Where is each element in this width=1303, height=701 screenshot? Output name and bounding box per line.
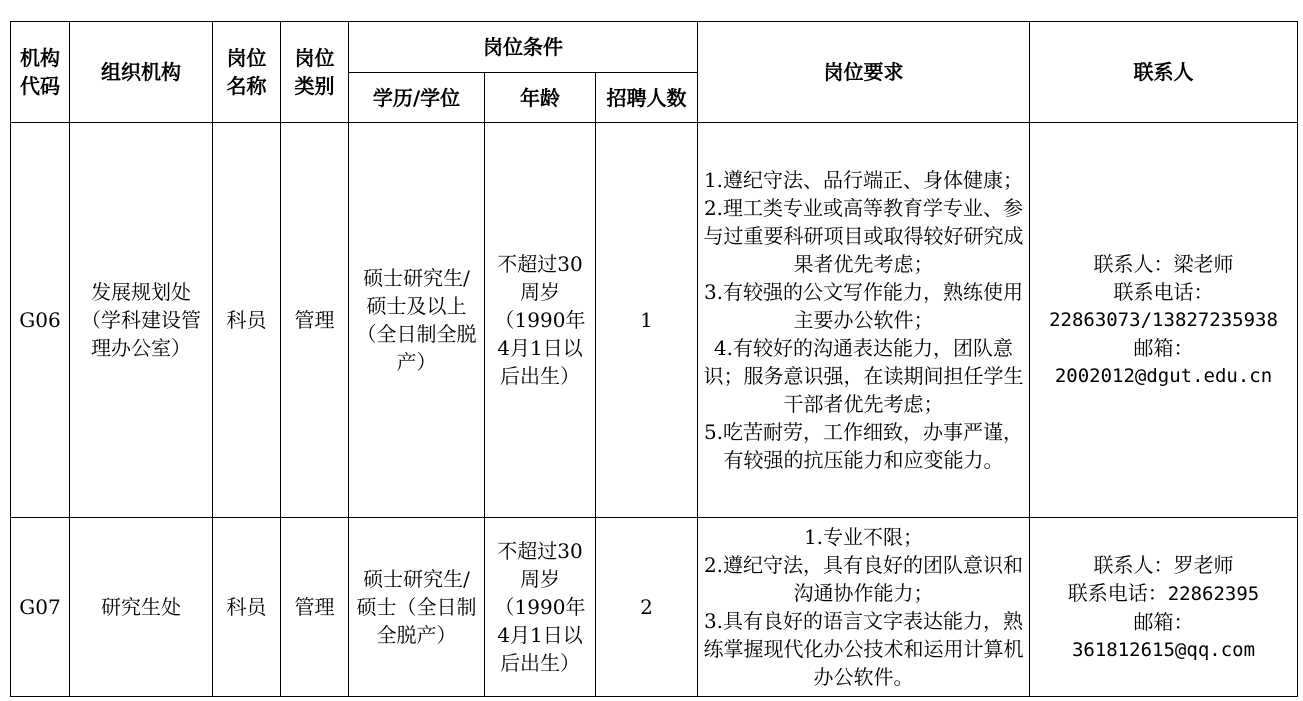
cell-education: 硕士研究生/硕士（全日制全脱产）	[349, 518, 485, 697]
requirement-item: 1.遵纪守法、品行端正、身体健康；	[703, 168, 1024, 192]
contact-phone: 22863073/13827235938	[1049, 309, 1278, 331]
cell-education: 硕士研究生/硕士及以上（全日制全脱产）	[349, 123, 485, 518]
cell-post-type: 管理	[281, 123, 349, 518]
cell-post-name: 科员	[213, 518, 281, 697]
cell-contact	[1030, 518, 1298, 697]
header-age: 年龄	[485, 73, 596, 123]
header-education: 学历/学位	[349, 73, 485, 123]
requirement-item: 3.有较强的公文写作能力，熟练使用主要办公软件；	[703, 280, 1024, 332]
requirement-item: 5.吃苦耐劳，工作细致，办事严谨，有较强的抗压能力和应变能力。	[703, 420, 1024, 472]
cell-org: 研究生处	[70, 518, 213, 697]
recruitment-table	[10, 21, 1298, 697]
contact-email: 2002012@dgut.edu.cn	[1054, 365, 1273, 387]
cell-post-type: 管理	[281, 518, 349, 697]
cell-headcount: 1	[596, 123, 698, 518]
cell-post-name: 科员	[213, 123, 281, 518]
table-row	[11, 123, 1298, 518]
header-requirements: 岗位要求	[698, 22, 1030, 123]
header-contact: 联系人	[1030, 22, 1298, 123]
cell-age: 不超过30周岁（1990年4月1日以后出生）	[485, 518, 596, 697]
requirement-item: 2.遵纪守法，具有良好的团队意识和沟通协作能力；	[703, 553, 1024, 605]
header-post-name: 岗位名称	[213, 22, 281, 123]
cell-contact	[1030, 123, 1298, 518]
contact-phone-label: 联系电话：	[1113, 280, 1214, 304]
contact-phone: 联系电话：22862395	[1067, 580, 1260, 605]
contact-email-label: 邮箱：	[1133, 609, 1194, 634]
requirement-item: 4.有较好的沟通表达能力，团队意识；服务意识强，在读期间担任学生干部者优先考虑；	[703, 336, 1024, 416]
contact-email-label: 邮箱：	[1133, 336, 1194, 360]
requirement-item: 2.理工类专业或高等教育学专业、参与过重要科研项目或取得较好研究成果者优先考虑；	[703, 196, 1024, 276]
header-org: 组织机构	[70, 22, 213, 123]
contact-email: 361812615@qq.com	[1071, 638, 1256, 661]
requirement-item: 1.专业不限；	[803, 525, 924, 549]
table-row	[11, 518, 1298, 697]
cell-requirements	[698, 123, 1030, 518]
header-conditions: 岗位条件	[349, 22, 698, 73]
cell-code: G07	[11, 518, 70, 697]
requirement-item: 3.具有良好的语言文字表达能力，熟练掌握现代化办公技术和运用计算机办公软件。	[703, 609, 1024, 689]
header-post-type: 岗位类别	[281, 22, 349, 123]
contact-person: 联系人：梁老师	[1093, 252, 1234, 276]
cell-code: G06	[11, 123, 70, 518]
header-headcount: 招聘人数	[596, 73, 698, 123]
cell-headcount: 2	[596, 518, 698, 697]
header-code: 机构代码	[11, 22, 70, 123]
cell-requirements	[698, 518, 1030, 697]
contact-person: 联系人：罗老师	[1093, 552, 1234, 577]
cell-org: 发展规划处（学科建设管理办公室）	[70, 123, 213, 518]
cell-age: 不超过30周岁（1990年4月1日以后出生）	[485, 123, 596, 518]
header-row	[11, 22, 1298, 73]
